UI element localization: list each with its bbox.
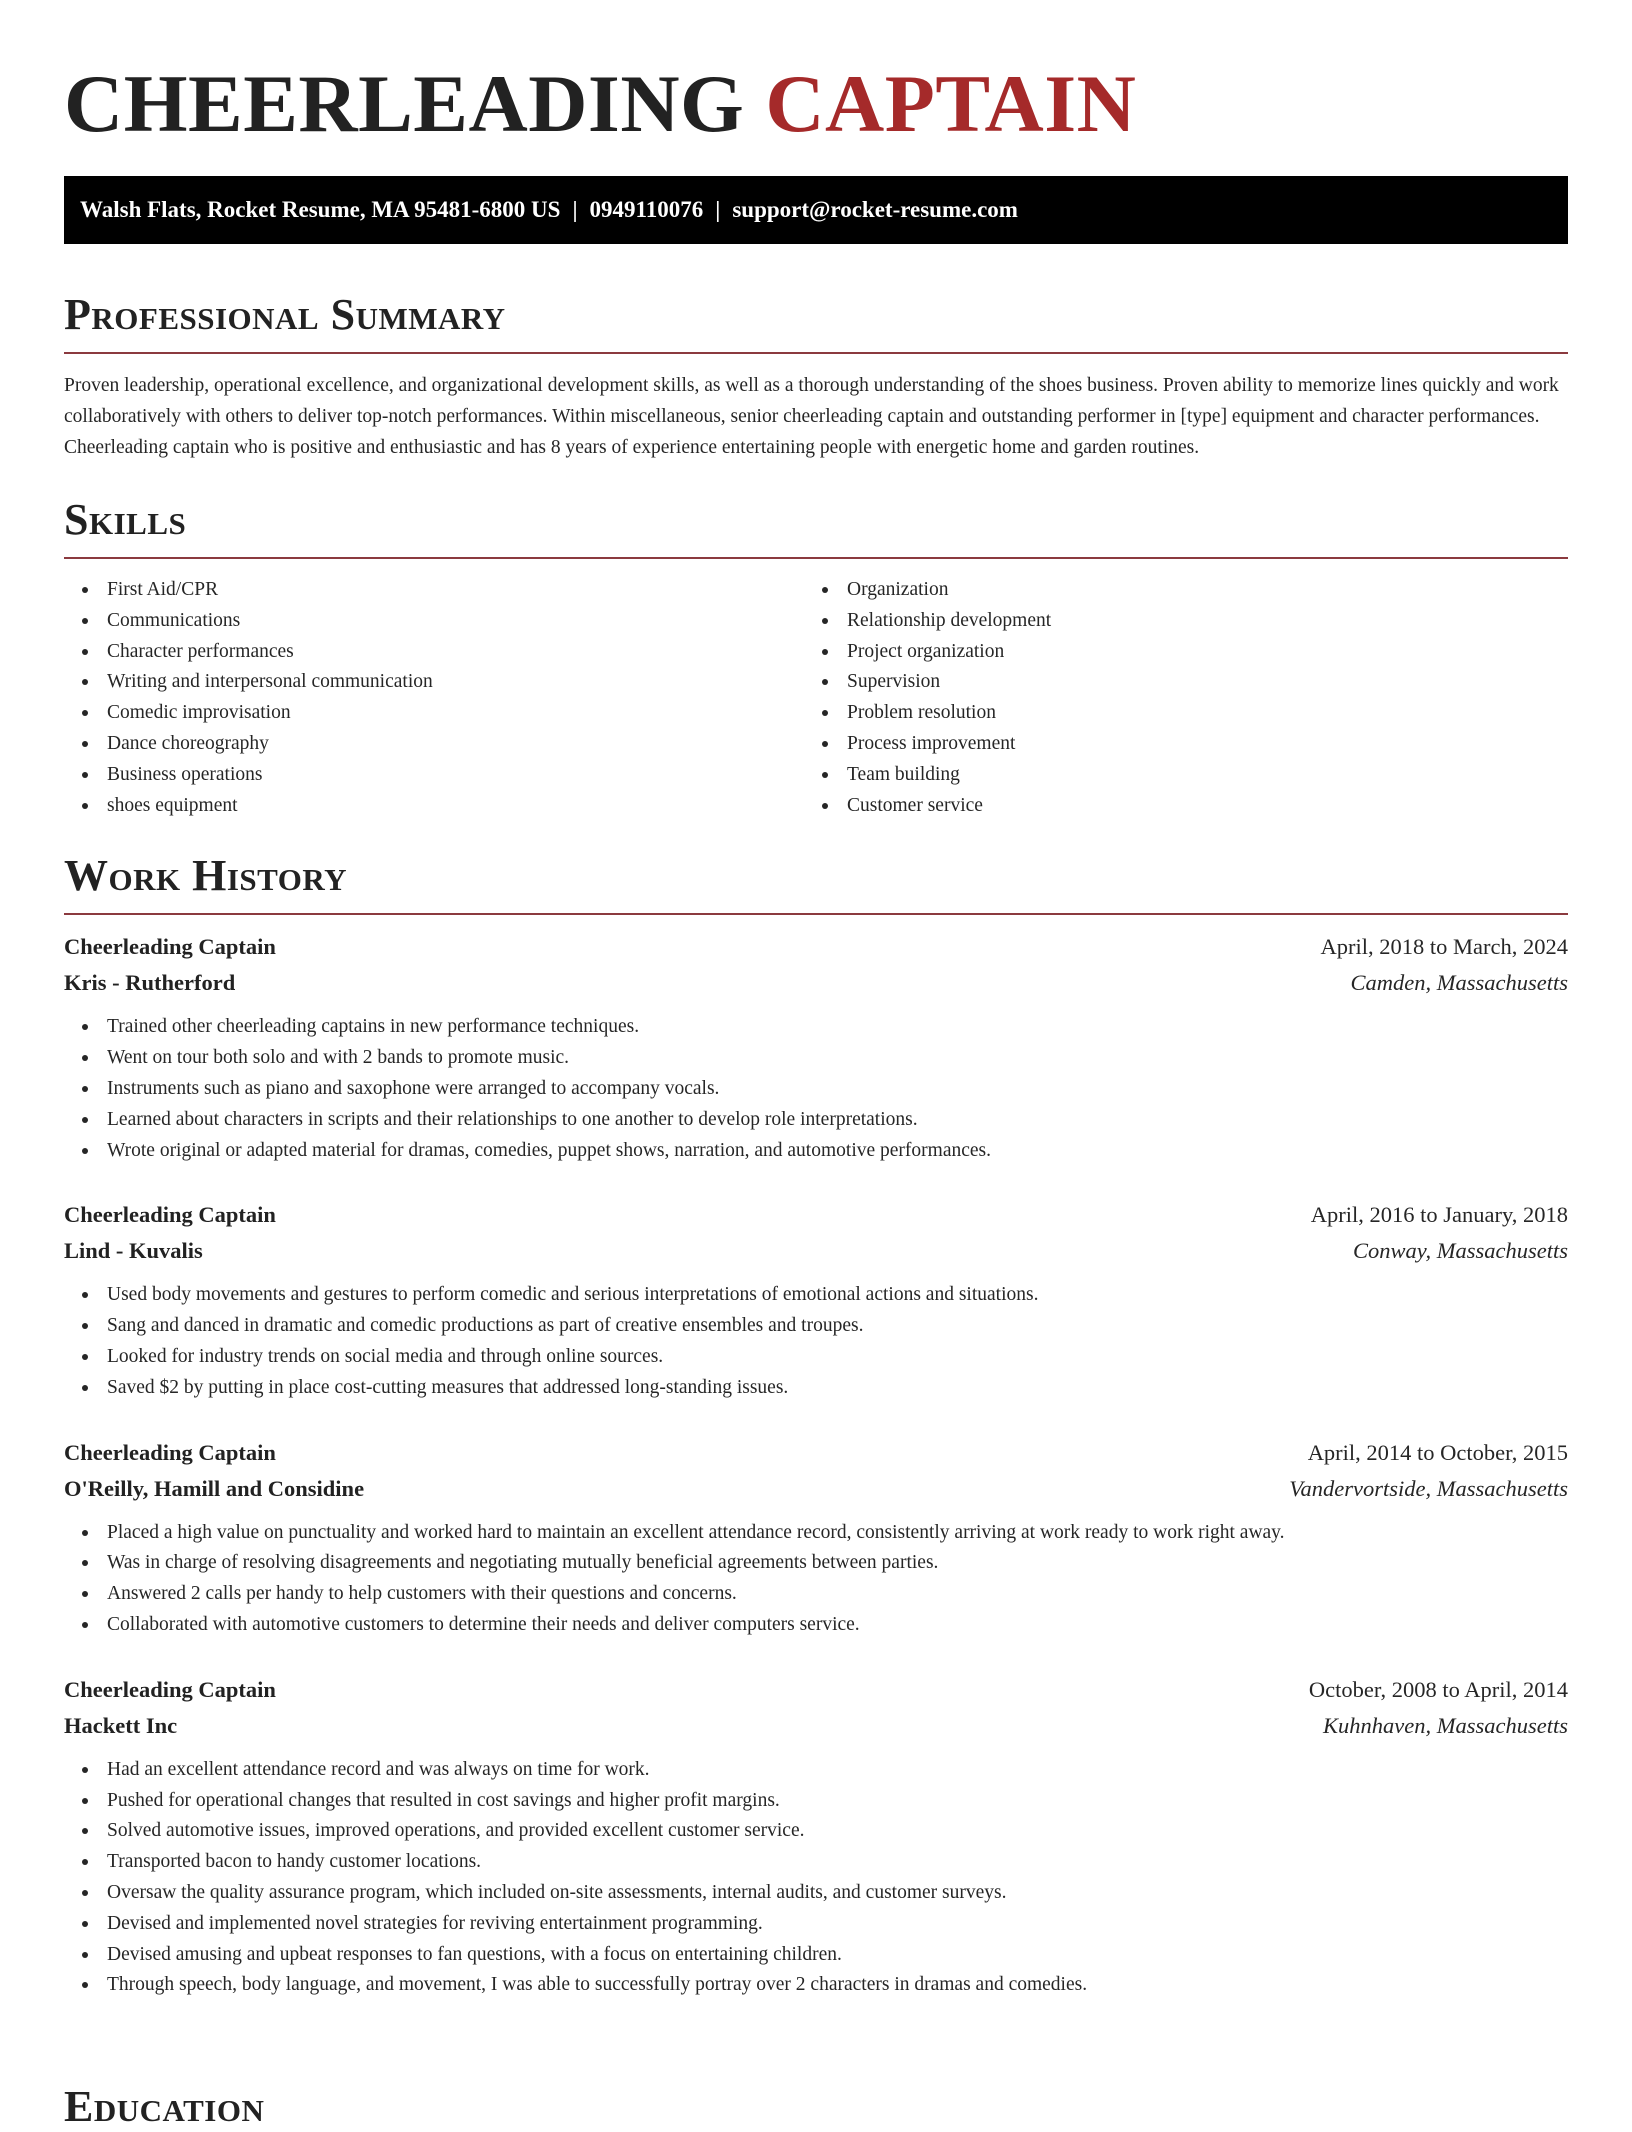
skill-item: Character performances [64, 637, 804, 668]
job-dates: October, 2008 to April, 2014 [1308, 1676, 1568, 1702]
skill-item: Team building [804, 760, 1544, 791]
resume-page [64, 0, 1568, 2032]
job-company: O'Reilly, Hamill and Considine [64, 1475, 365, 1501]
job-bullet: Saved $2 by putting in place cost-cutting measures that addressed long-standing issues. [64, 1373, 1568, 1404]
job-bullet: Collaborated with automotive customers to determine their needs and deliver computers service. [64, 1610, 1568, 1641]
skill-item: First Aid/CPR [64, 575, 804, 606]
job-bullet: Used body movements and gestures to perform comedic and serious interpretations of emotional actions and situations. [64, 1280, 1568, 1311]
job-bullet: Learned about characters in scripts and their relationships to one another to develop role interpretations. [64, 1105, 1568, 1136]
job-bullet: Was in charge of resolving disagreements and negotiating mutually beneficial agreements between parties. [64, 1548, 1568, 1579]
job-dates: April, 2018 to March, 2024 [1320, 934, 1568, 960]
contact-phone: 0949110076 [589, 197, 704, 222]
job-bullet: Solved automotive issues, improved operations, and provided excellent customer service. [64, 1816, 1568, 1847]
job-bullet: Wrote original or adapted material for dramas, comedies, puppet shows, narration, and automotive performances. [64, 1136, 1568, 1167]
job-title: Cheerleading Captain [64, 1676, 276, 1702]
summary-section [64, 290, 1568, 463]
skill-item: Problem resolution [804, 698, 1544, 729]
job-company-row [64, 1708, 1568, 1744]
section-divider [64, 557, 1568, 559]
job-bullet: Pushed for operational changes that resulted in cost savings and higher profit margins. [64, 1786, 1568, 1817]
job-entry [64, 1435, 1568, 1641]
job-bullet: Instruments such as piano and saxophone were arranged to accompany vocals. [64, 1074, 1568, 1105]
job-location: Vandervortside, Massachusetts [1289, 1475, 1568, 1501]
job-bullet: Placed a high value on punctuality and worked hard to maintain an excellent attendance record, consistently arriving at work ready to work right away. [64, 1518, 1568, 1549]
contact-address: Walsh Flats, Rocket Resume, MA 95481-6800 US [80, 197, 561, 222]
contact-separator: | [715, 197, 721, 222]
contact-bar [64, 176, 1568, 244]
skills-list-left [64, 575, 804, 821]
job-title-row [64, 1197, 1568, 1233]
job-bullet: Oversaw the quality assurance program, which included on-site assessments, internal audits, and customer surveys. [64, 1878, 1568, 1909]
job-entry [64, 1672, 1568, 2001]
job-title: Cheerleading Captain [64, 1202, 276, 1228]
job-title-row [64, 1672, 1568, 1708]
title-part-1: CHEERLEADING [64, 58, 745, 149]
skills-section [64, 495, 1568, 821]
job-bullets [64, 1280, 1568, 1403]
skill-item: Relationship development [804, 606, 1544, 637]
job-dates: April, 2016 to January, 2018 [1310, 1202, 1568, 1228]
skill-item: Business operations [64, 760, 804, 791]
job-bullet: Answered 2 calls per handy to help customers with their questions and concerns. [64, 1579, 1568, 1610]
job-bullets [64, 1012, 1568, 1166]
skill-item: Process improvement [804, 729, 1544, 760]
job-location: Camden, Massachusetts [1350, 970, 1568, 996]
job-title-row [64, 1435, 1568, 1471]
skills-heading: Skills [64, 495, 187, 544]
job-location: Conway, Massachusetts [1352, 1238, 1568, 1264]
job-company: Kris - Rutherford [64, 970, 236, 996]
title-part-2: CAPTAIN [765, 58, 1137, 149]
section-divider [64, 913, 1568, 915]
job-bullet: Devised amusing and upbeat responses to fan questions, with a focus on entertaining children. [64, 1940, 1568, 1971]
job-bullet: Looked for industry trends on social media and through online sources. [64, 1342, 1568, 1373]
skills-list-right [804, 575, 1544, 821]
section-divider [64, 352, 1568, 354]
job-title: Cheerleading Captain [64, 934, 276, 960]
resume-title [64, 0, 1568, 150]
education-heading: Education [64, 2082, 265, 2131]
job-company-row [64, 1471, 1568, 1507]
skill-item: Comedic improvisation [64, 698, 804, 729]
job-location: Kuhnhaven, Massachusetts [1323, 1712, 1568, 1738]
skill-item: Writing and interpersonal communication [64, 667, 804, 698]
job-bullet: Sang and danced in dramatic and comedic productions as part of creative ensembles and troupes. [64, 1311, 1568, 1342]
summary-heading: Professional Summary [64, 290, 506, 339]
job-company-row [64, 965, 1568, 1001]
job-company-row [64, 1233, 1568, 1269]
job-company: Lind - Kuvalis [64, 1238, 203, 1264]
skill-item: shoes equipment [64, 791, 804, 822]
job-bullet: Trained other cheerleading captains in new performance techniques. [64, 1012, 1568, 1043]
job-bullet: Devised and implemented novel strategies for reviving entertainment programming. [64, 1909, 1568, 1940]
job-company: Hackett Inc [64, 1712, 178, 1738]
job-bullets [64, 1518, 1568, 1641]
skill-item: Dance choreography [64, 729, 804, 760]
contact-email: support@rocket-resume.com [732, 197, 1018, 222]
work-history-heading: Work History [64, 851, 348, 901]
job-bullet: Went on tour both solo and with 2 bands to promote music. [64, 1043, 1568, 1074]
contact-separator: | [572, 197, 578, 222]
job-bullet: Had an excellent attendance record and was always on time for work. [64, 1755, 1568, 1786]
skill-item: Supervision [804, 667, 1544, 698]
job-bullet: Through speech, body language, and movement, I was able to successfully portray over 2 characters in dramas and comedies. [64, 1970, 1568, 2001]
job-title-row [64, 929, 1568, 965]
skill-item: Customer service [804, 791, 1544, 822]
job-bullet: Transported bacon to handy customer locations. [64, 1847, 1568, 1878]
skill-item: Project organization [804, 637, 1544, 668]
work-history-section [64, 851, 1568, 2001]
summary-text: Proven leadership, operational excellence, and organizational development skills, as well as a thorough understanding of the shoes business. Proven ability to memorize lines quickly and work collaboratively with others to deliver top-notch performances. Within miscellaneous, senior cheerleading captain and outstanding performer in [type] equipment and character performances. Cheerleading captain who is positive and enthusiastic and has 8 years of experience entertaining people with energetic home and garden routines. [64, 375, 1559, 458]
job-list [64, 929, 1568, 2001]
job-bullets [64, 1755, 1568, 2001]
job-entry [64, 929, 1568, 1166]
skill-item: Organization [804, 575, 1544, 606]
job-dates: April, 2014 to October, 2015 [1307, 1439, 1568, 1465]
skills-columns [64, 575, 1568, 821]
job-title: Cheerleading Captain [64, 1439, 276, 1465]
job-entry [64, 1197, 1568, 1403]
skill-item: Communications [64, 606, 804, 637]
